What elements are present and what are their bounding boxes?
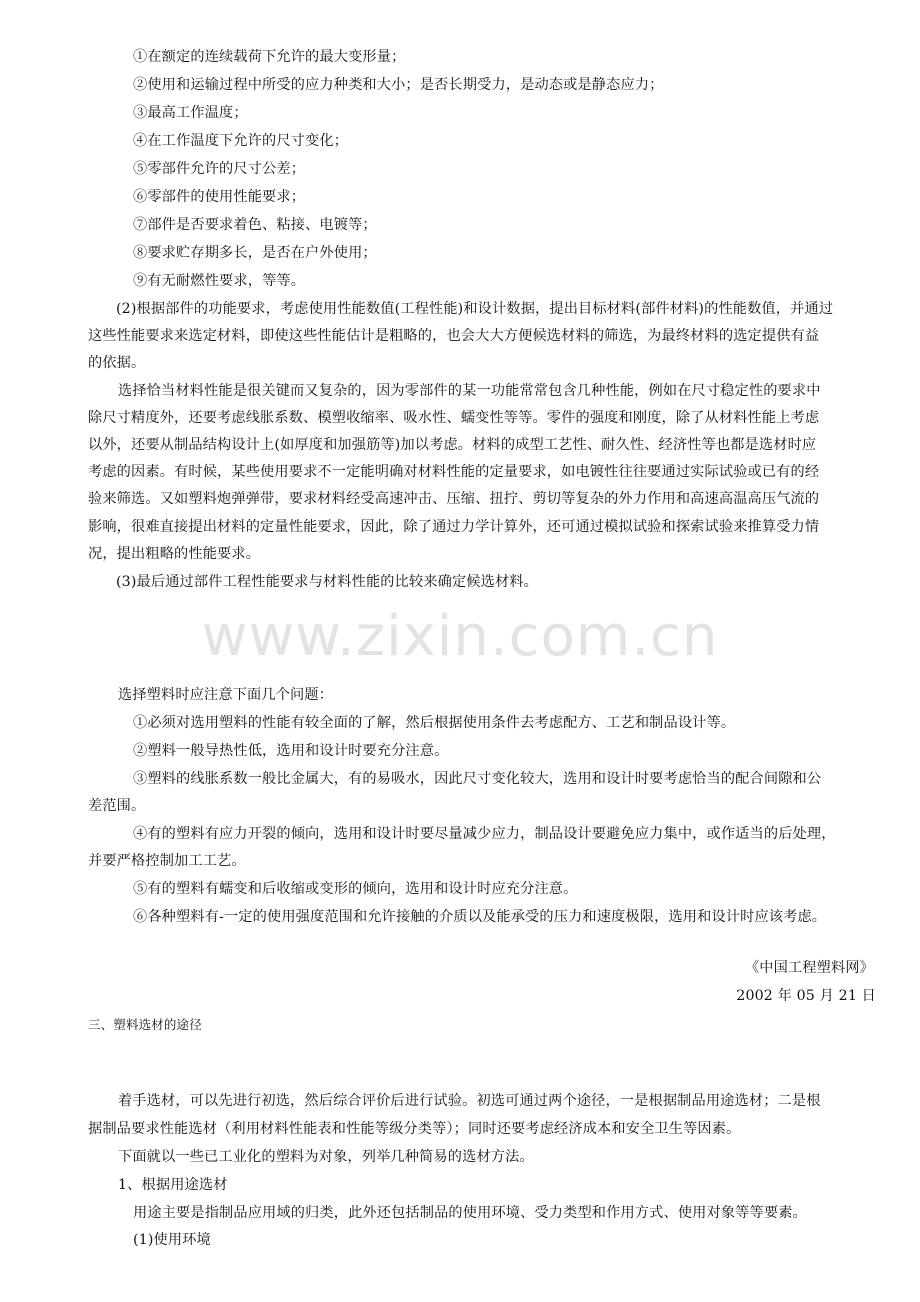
section-paragraph-1-line-1: 着手选材，可以先进行初选，然后综合评价后进行试验。初选可通过两个途径，一是根据制品用途选材；二是根	[118, 1093, 821, 1109]
paragraph-2-line-3: 的依据。	[88, 355, 146, 371]
paragraph-3-line-1: 选择恰当材料性能是很关键而又复杂的，因为零部件的某一功能常常包含几种性能，例如在尺寸稳定性的要求中	[118, 383, 821, 399]
note-item-6: ⑥各种塑料有-一定的使用强度范围和允许接触的介质以及能承受的压力和速度极限，选用和设计时应该考虑。	[133, 909, 827, 925]
subsection-text-1: 用途主要是指制品应用域的归类，此外还包括制品的使用环境、受力类型和作用方式、使用对象等等要素。	[133, 1205, 807, 1221]
publish-date: 2002 年 05 月 21 日	[736, 988, 876, 1004]
subsection-item-1: (1)使用环境	[133, 1232, 211, 1248]
subsection-heading-1: 1、根据用途选材	[118, 1177, 228, 1193]
note-item-2: ②塑料一般导热性低，选用和设计时要充分注意。	[133, 743, 449, 759]
paragraph-3-line-2: 除尺寸精度外，还要考虑线胀系数、模塑收缩率、吸水性、蠕变性等等。零件的强度和刚度，除了从材料性能上考虑	[88, 410, 820, 426]
requirement-item-7: ⑦部件是否要求着色、粘接、电镀等；	[133, 217, 377, 233]
source-citation: 《中国工程塑料网》	[744, 960, 874, 976]
section-paragraph-2: 下面就以一些已工业化的塑料为对象，列举几种简易的选材方法。	[118, 1149, 534, 1165]
note-item-4-line-1: ④有的塑料有应力开裂的倾向，选用和设计时要尽量减少应力，制品设计要避免应力集中，或作适当的后处理，	[133, 826, 836, 842]
paragraph-3-line-7: 况，提出粗略的性能要求。	[88, 546, 261, 562]
note-item-1: ①必须对选用塑料的性能有较全面的了解，然后根据使用条件去考虑配方、工艺和制品设计等。	[133, 715, 736, 731]
requirement-item-1: ①在额定的连续载荷下允许的最大变形量；	[133, 49, 406, 65]
paragraph-3-line-5: 验来筛选。又如塑料炮弹弹带，要求材料经受高速冲击、压缩、扭拧、剪切等复杂的外力作用和高速高温高压气流的	[88, 491, 820, 507]
requirement-item-2: ②使用和运输过程中所受的应力种类和大小；是否长期受力，是动态或是静态应力；	[133, 77, 664, 93]
paragraph-2-line-2: 这些性能要求来选定材料，即使这些性能估计是粗略的，也会大大方便候选材料的筛选，为最终材料的选定提供有益	[88, 328, 820, 344]
notes-intro: 选择塑料时应注意下面几个问题：	[118, 687, 334, 703]
requirement-item-3: ③最高工作温度；	[133, 105, 248, 121]
requirement-item-9: ⑨有无耐燃性要求，等等。	[133, 273, 306, 289]
section-heading: 三、塑料选材的途径	[88, 1017, 202, 1032]
paragraph-4: (3)最后通过部件工程性能要求与材料性能的比较来确定候选材料。	[116, 574, 538, 590]
section-paragraph-1-line-2: 据制品要求性能选材（利用材料性能表和性能等级分类等）；同时还要考虑经济成本和安全卫生等因素。	[88, 1121, 741, 1137]
note-item-3-line-2: 差范围。	[88, 798, 146, 814]
paragraph-2-line-1: (2)根据部件的功能要求，考虑使用性能数值(工程性能)和设计数据，提出目标材料(部件材料)的性能数值，并通过	[116, 301, 834, 317]
requirement-item-6: ⑥零部件的使用性能要求；	[133, 189, 306, 205]
paragraph-3-line-4: 考虑的因素。有时候，某些使用要求不一定能明确对材料性能的定量要求，如电镀性往往要通过实际试验或已有的经	[88, 464, 820, 480]
paragraph-3-line-6: 影响，很难直接提出材料的定量性能要求，因此，除了通过力学计算外，还可通过模拟试验和探索试验来推算受力情	[88, 519, 820, 535]
note-item-3-line-1: ③塑料的线胀系数一般比金属大，有的易吸水，因此尺寸变化较大，选用和设计时要考虑恰当的配合间隙和公	[133, 771, 822, 787]
note-item-4-line-2: 并要严格控制加工工艺。	[88, 853, 246, 869]
requirement-item-4: ④在工作温度下允许的尺寸变化；	[133, 133, 349, 149]
note-item-5: ⑤有的塑料有蠕变和后收缩或变形的倾向，选用和设计时应充分注意。	[133, 881, 578, 897]
requirement-item-8: ⑧要求贮存期多长，是否在户外使用；	[133, 245, 377, 261]
requirement-item-5: ⑤零部件允许的尺寸公差；	[133, 161, 306, 177]
paragraph-3-line-3: 以外，还要从制品结构设计上(如厚度和加强筋等)加以考虑。材料的成型工艺性、耐久性、经济性等也都是选材时应	[88, 437, 817, 453]
watermark: www.zixin.com.cn	[201, 604, 719, 669]
